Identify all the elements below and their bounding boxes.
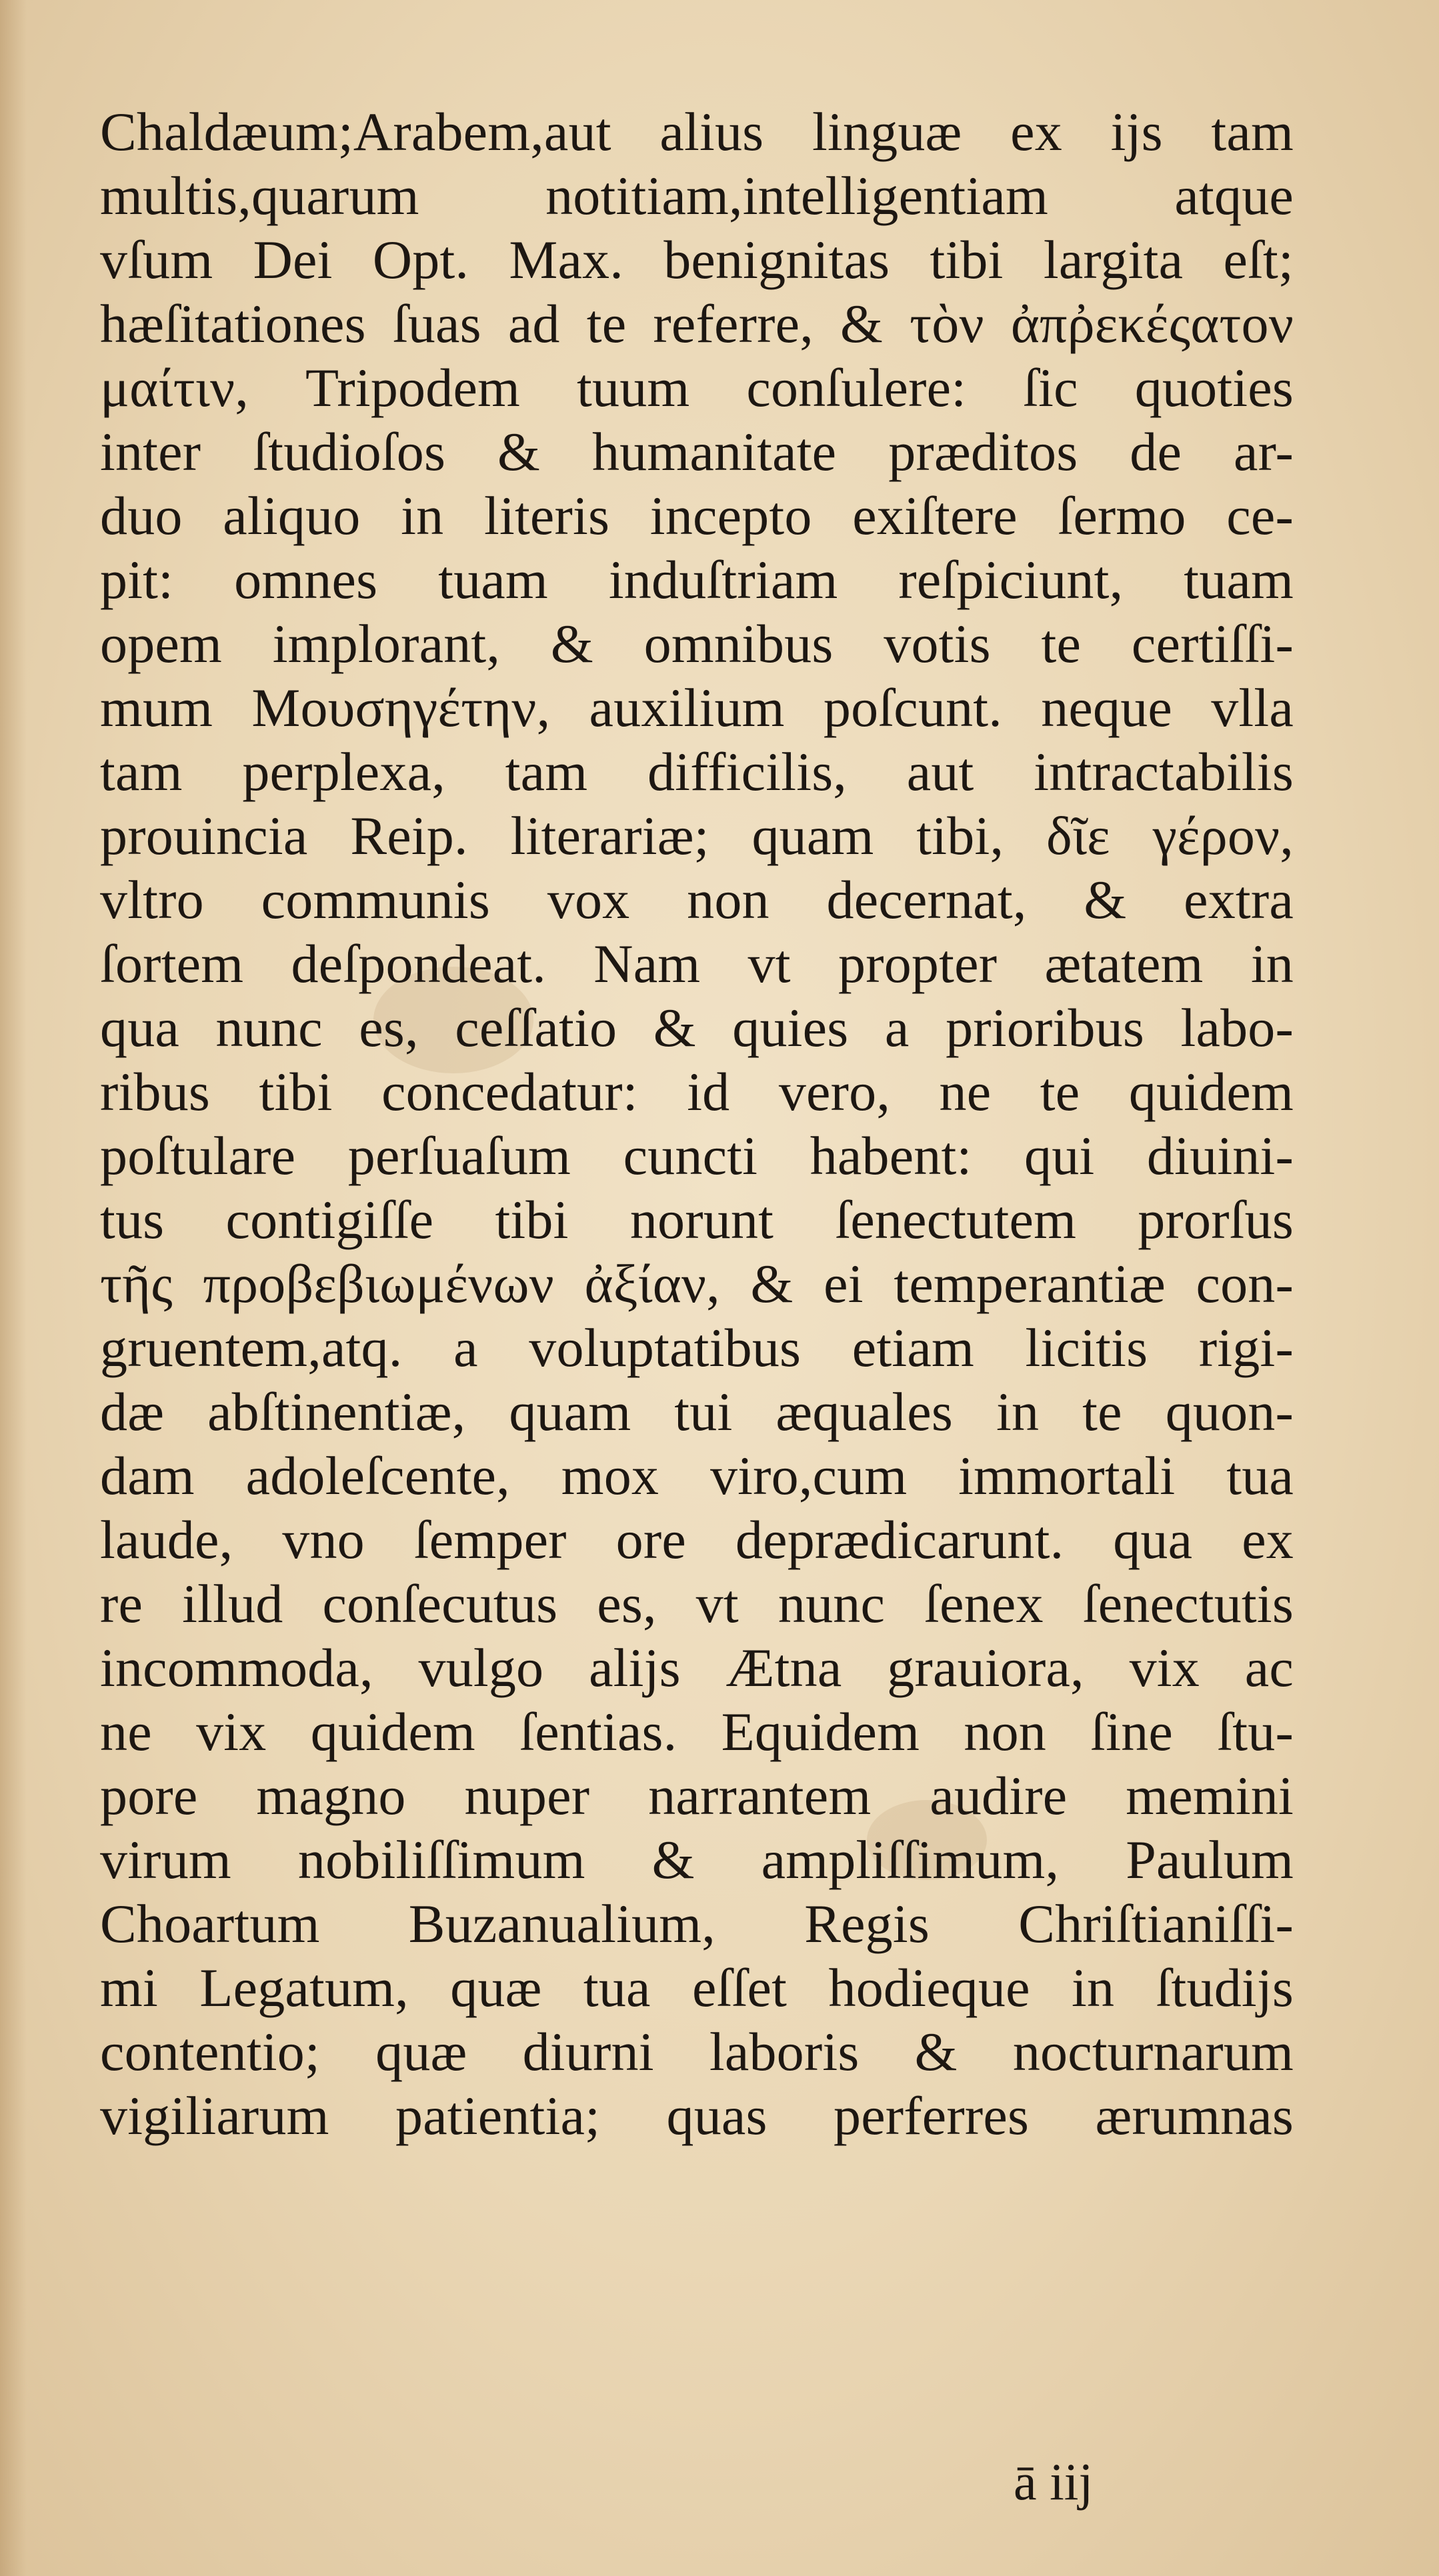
text-line: re illud conſecutus es, vt nunc ſenex ſenectutis [100, 1573, 1294, 1634]
text-line: pit: omnes tuam induſtriam reſpiciunt, tuam [100, 549, 1294, 610]
text-line: Choartum Buzanualium, Regis Chriſtianiſſi- [100, 1893, 1294, 1954]
text-line: tam perplexa, tam difficilis, aut intractabilis [100, 741, 1294, 802]
text-line: τῆς προβεβιωμένων ἀξίαν, & ei temperantiæ con- [100, 1253, 1294, 1314]
text-line: opem implorant, & omnibus votis te certiſſi- [100, 613, 1294, 674]
text-line: incommoda, vulgo alijs Ætna grauiora, vix ac [100, 1637, 1294, 1698]
text-line: pore magno nuper narrantem audire memini [100, 1765, 1294, 1826]
text-line: dam adoleſcente, mox viro,cum immortali tua [100, 1445, 1294, 1506]
text-line: ribus tibi concedatur: id vero, ne te quidem [100, 1061, 1294, 1122]
text-line: hæſitationes ſuas ad te referre, & τὸν ἀπῤεκέςατον [100, 293, 1294, 354]
body-text [100, 100, 1294, 2148]
text-line: gruentem,atq. a voluptatibus etiam licitis rigi- [100, 1317, 1294, 1378]
text-line: ſortem deſpondeat. Nam vt propter ætatem in [100, 933, 1294, 994]
text-line: vigiliarum patientia; quas perferres ærumnas [100, 2085, 1294, 2146]
text-line: prouincia Reip. literariæ; quam tibi, δῖε γέρον, [100, 805, 1294, 866]
text-line: poſtulare perſuaſum cuncti habent: qui diuini- [100, 1125, 1294, 1186]
text-line: duo aliquo in literis incepto exiſtere ſermo ce- [100, 485, 1294, 546]
text-line: qua nunc es, ceſſatio & quies a prioribus labo- [100, 997, 1294, 1058]
text-line: laude, vno ſemper ore deprædicarunt. qua ex [100, 1509, 1294, 1570]
text-line: multis,quarum notitiam,intelligentiam atque [100, 165, 1294, 226]
text-line: mum Μουσηγέτην, auxilium poſcunt. neque vlla [100, 677, 1294, 738]
text-line: vſum Dei Opt. Max. benignitas tibi largita eſt; [100, 229, 1294, 290]
text-line: mi Legatum, quæ tua eſſet hodieque in ſtudijs [100, 1957, 1294, 2018]
text-line: dæ abſtinentiæ, quam tui æquales in te quon- [100, 1381, 1294, 1442]
text-line: vltro communis vox non decernat, & extra [100, 869, 1294, 930]
text-line: ne vix quidem ſentias. Equidem non ſine ſtu- [100, 1701, 1294, 1762]
text-line: μαίτιν, Tripodem tuum conſulere: ſic quoties [100, 357, 1294, 418]
text-line: Chaldæum;Arabem,aut alius linguæ ex ijs tam [100, 101, 1294, 162]
signature-mark: ā iij [1014, 2453, 1094, 2511]
text-line: inter ſtudioſos & humanitate præditos de ar- [100, 421, 1294, 482]
text-line: tus contigiſſe tibi norunt ſenectutem prorſus [100, 1189, 1294, 1250]
text-line: contentio; quæ diurni laboris & nocturnarum [100, 2021, 1294, 2082]
text-line: virum nobiliſſimum & ampliſſimum, Paulum [100, 1829, 1294, 1890]
